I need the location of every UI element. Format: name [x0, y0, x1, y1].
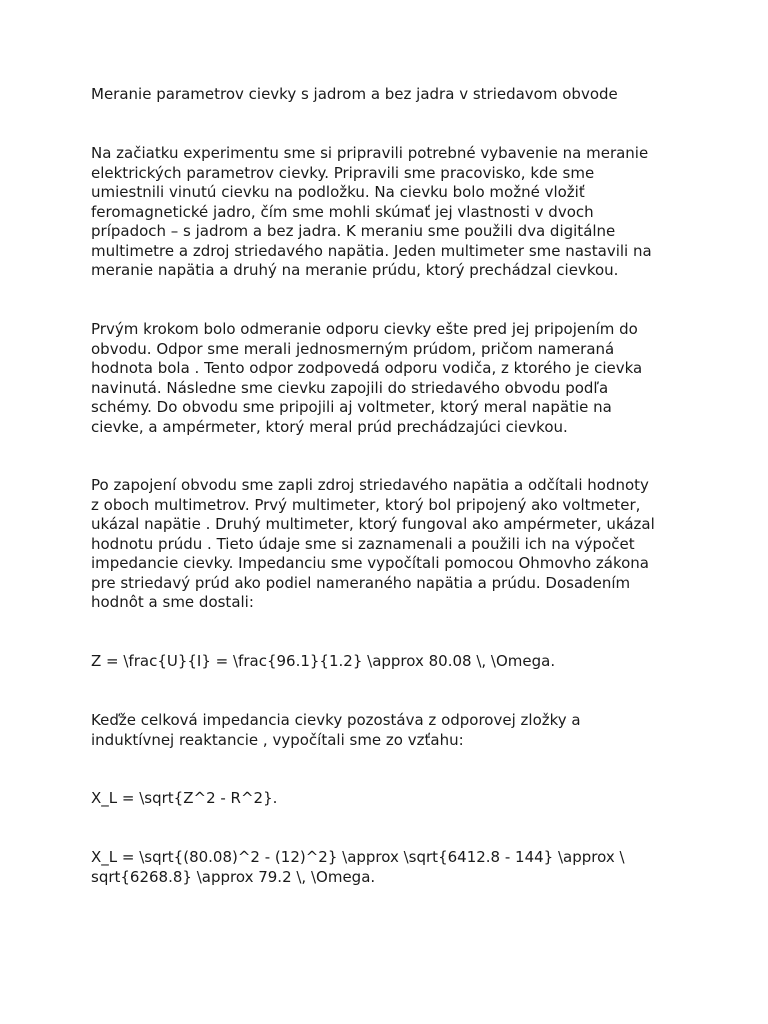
paragraph-resistance: Prvým krokom bolo odmeranie odporu cievky ešte pred jej pripojením do obvodu. Odpor sme merali jednosmerným prúdom, pričom nameraná hodnota bola . Tento odpor zodpovedá odporu vodiča, z ktorého je cievka navinutá. Následne sme cievku zapojili do striedavého obvodu podľa schémy. Do obvodu sme pripojili aj voltmeter, ktorý meral napätie na cievke, a ampérmeter, ktorý meral prúd prechádzajúci cievkou. — [91, 320, 643, 436]
formula-impedance: Z = \frac{U}{I} = \frac{96.1}{1.2} \approx 80.08 \, \Omega. — [91, 652, 556, 670]
paragraph-measurement: Po zapojení obvodu sme zapli zdroj striedavého napätia a odčítali hodnoty z oboch multimetrov. Prvý multimeter, ktorý bol pripojený ako voltmeter, ukázal napätie . Druhý multimeter, ktorý fungoval ako ampérmeter, ukázal hodnotu prúdu . Tieto údaje sme si zaznamenali a použili ich na výpočet impedancie cievky. Impedanciu sme vypočítali pomocou Ohmovho zákona pre striedavý prúd ako podiel nameraného napätia a prúdu. Dosadením hodnôt a sme dostali: — [91, 476, 655, 611]
formula-reactance-computed: X_L = \sqrt{(80.08)^2 - (12)^2} \approx \sqrt{6412.8 - 144} \approx \ sqrt{6268.8} \approx 79.2 \, \Omega. — [91, 848, 625, 886]
paragraph-reactance: Keďže celková impedancia cievky pozostáva z odporovej zložky a induktívnej reaktancie , vypočítali sme zo vzťahu: — [91, 711, 581, 749]
document-title: Meranie parametrov cievky s jadrom a bez jadra v striedavom obvode — [91, 85, 618, 103]
formula-reactance-general: X_L = \sqrt{Z^2 - R^2}. — [91, 789, 278, 807]
paragraph-equipment: Na začiatku experimentu sme si pripravili potrebné vybavenie na meranie elektrických parametrov cievky. Pripravili sme pracovisko, kde sme umiestnili vinutú cievku na podložku. Na cievku bolo možné vložiť feromagnetické jadro, čím sme mohli skúmať jej vlastnosti v dvoch prípadoch – s jadrom a bez jadra. K meraniu sme použili dva digitálne multimetre a zdroj striedavého napätia. Jeden multimeter sme nastavili na meranie napätia a druhý na meranie prúdu, ktorý prechádzal cievkou. — [91, 144, 652, 279]
